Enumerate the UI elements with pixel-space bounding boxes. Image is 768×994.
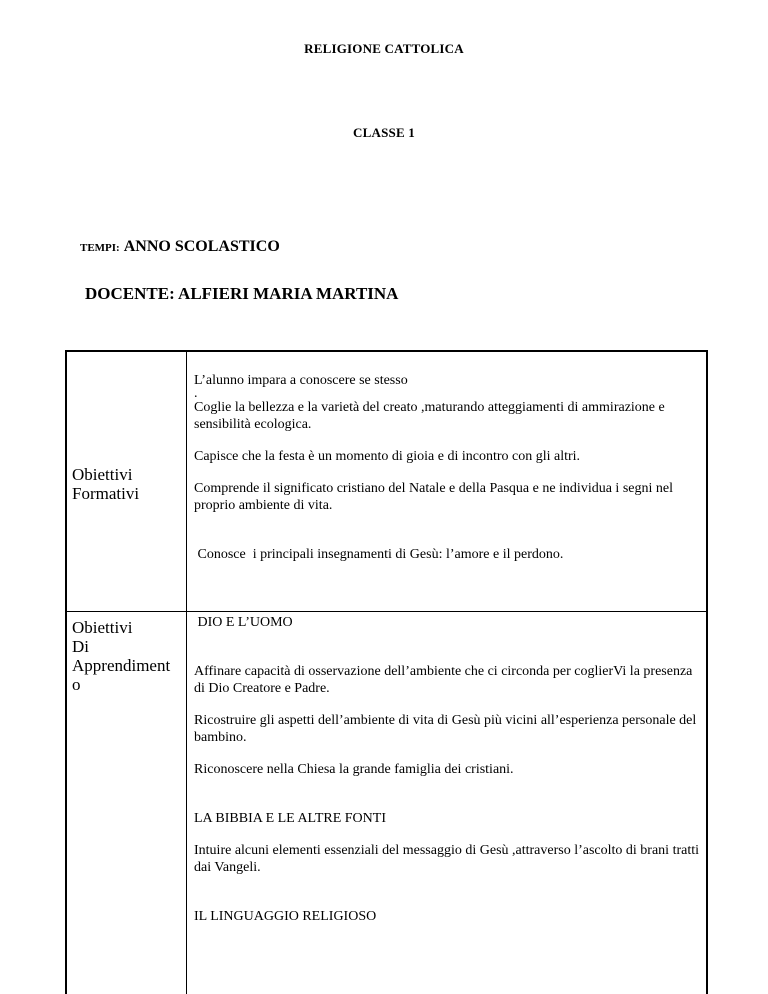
formativi-label-line: Formativi — [72, 484, 140, 503]
formativi-item: Coglie la bellezza e la varietà del creato ,maturando atteggiamenti di ammirazione e sensibilità ecologica. — [194, 400, 665, 432]
table-row-divider — [65, 611, 708, 612]
apprendimento-label — [72, 618, 170, 694]
formativi-content — [194, 372, 699, 563]
section-title-linguaggio: IL LINGUAGGIO RELIGIOSO — [194, 909, 377, 924]
docente-line: DOCENTE: ALFIERI MARIA MARTINA — [85, 284, 399, 303]
apprendimento-item: Ricostruire gli aspetti dell’ambiente di vita di Gesù più vicini all’esperienza personale del bambino. — [194, 713, 697, 745]
tempi-value: ANNO SCOLASTICO — [123, 238, 280, 255]
section-title-bibbia: LA BIBBIA E LE ALTRE FONTI — [194, 811, 386, 826]
document-subject: RELIGIONE CATTOLICA — [304, 41, 464, 56]
table-column-divider — [186, 350, 187, 994]
apprendimento-item: Intuire alcuni elementi essenziali del messaggio di Gesù ,attraverso l’ascolto di brani tratti dai Vangeli. — [194, 843, 700, 875]
formativi-item: Capisce che la festa è un momento di gioia e di incontro con gli altri. — [194, 449, 581, 464]
formativi-label — [72, 465, 139, 503]
apprendimento-item: Riconoscere nella Chiesa la grande famiglia dei cristiani. — [194, 762, 514, 777]
apprendimento-item: Affinare capacità di osservazione dell’ambiente che ci circonda per coglierVi la presenza di Dio Creatore e Padre. — [194, 664, 693, 696]
apprendimento-label-line: Obiettivi — [72, 618, 133, 637]
apprendimento-label-line: o — [72, 675, 81, 694]
formativi-item: L’alunno impara a conoscere se stesso — [194, 373, 408, 388]
tempi-line — [80, 238, 280, 256]
formativi-label-line: Obiettivi — [72, 465, 133, 484]
section-title-dio-e-luomo: DIO E L’UOMO — [194, 615, 293, 630]
apprendimento-content — [194, 614, 699, 925]
tempi-label: TEMPI: — [80, 242, 120, 254]
formativi-item: . — [194, 386, 198, 401]
apprendimento-label-line: Di — [72, 637, 89, 656]
apprendimento-label-line: Apprendiment — [72, 656, 171, 675]
class-heading: CLASSE 1 — [353, 125, 415, 140]
formativi-item: Conosce i principali insegnamenti di Gesù: l’amore e il perdono. — [194, 547, 564, 562]
formativi-item: Comprende il significato cristiano del Natale e della Pasqua e ne individua i segni nel proprio ambiente di vita. — [194, 481, 673, 513]
